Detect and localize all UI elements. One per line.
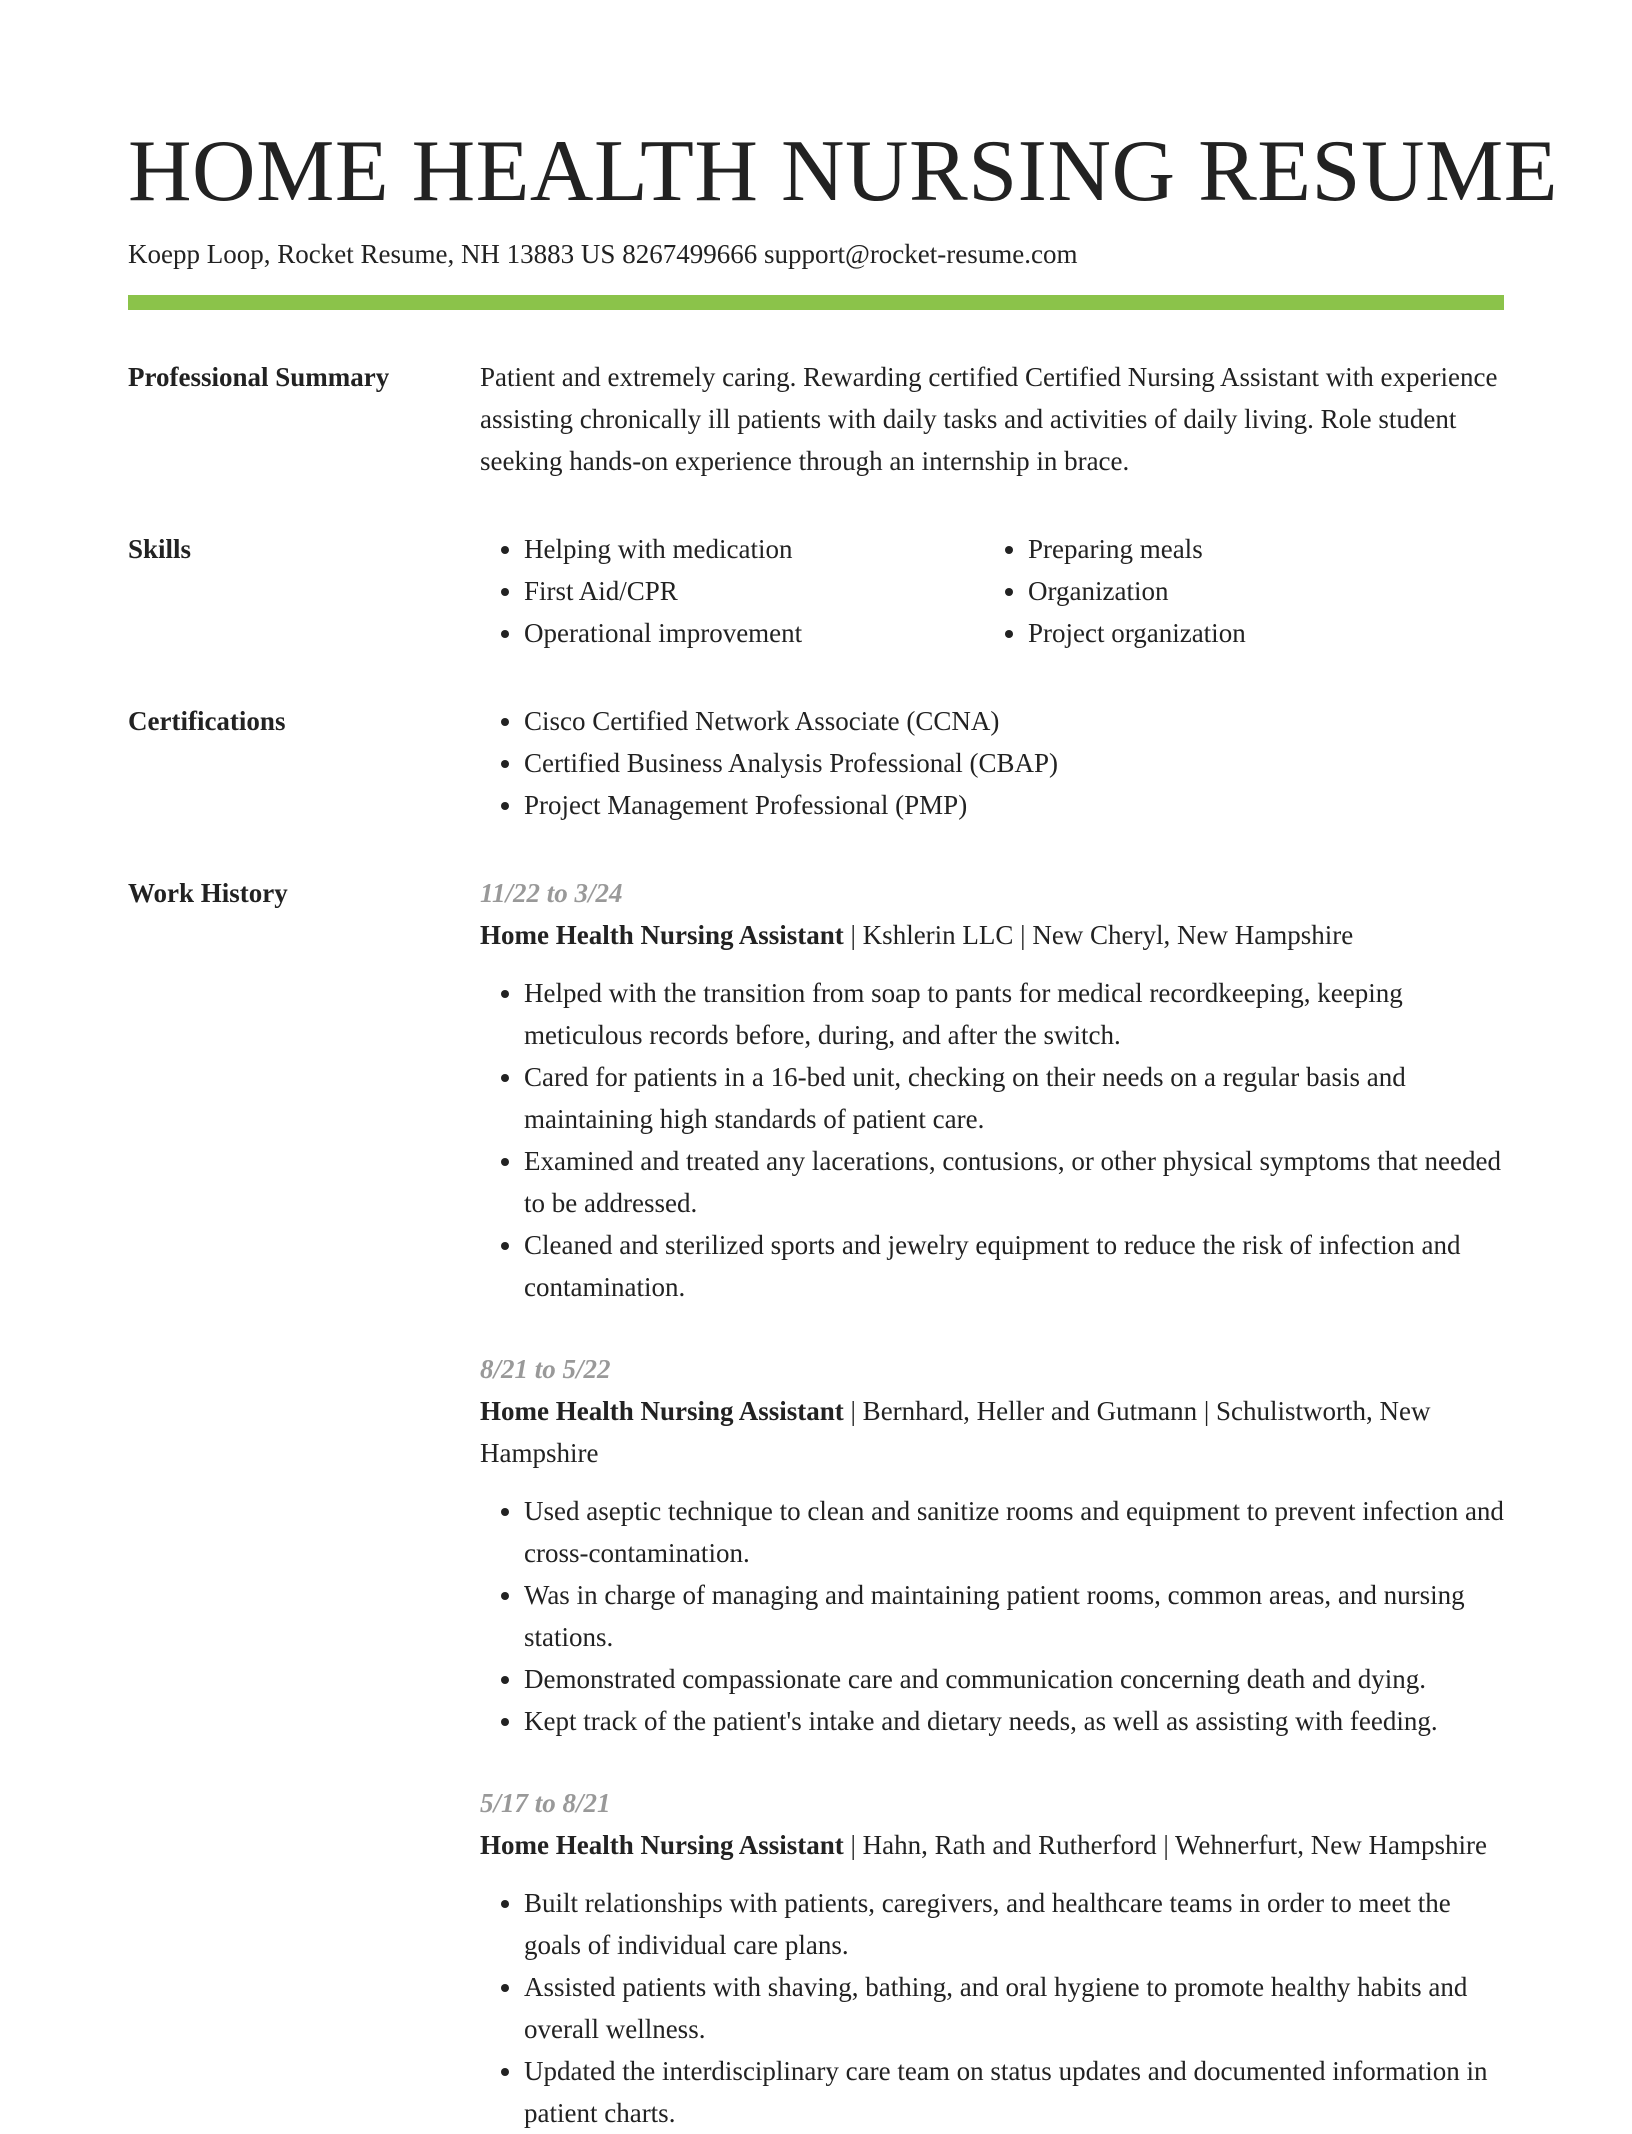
section-label: Work History	[128, 878, 288, 908]
job-bullet: • Updated the interdisciplinary care team on status updates and documented information in patient charts.	[524, 2050, 1504, 2134]
job-employer-location: | Kshlerin LLC | New Cheryl, New Hampshire	[843, 920, 1354, 950]
certification-item: • Project Management Professional (PMP)	[524, 784, 1504, 826]
job-dates: 8/21 to 5/22	[480, 1354, 611, 1384]
job-title: Home Health Nursing Assistant	[480, 920, 844, 950]
skill-item: • Project organization	[1028, 612, 1504, 654]
job-bullet: • Helped with the transition from soap to pants for medical recordkeeping, keeping meticulous records before, during, and after the switch.	[524, 972, 1504, 1056]
job-entry	[480, 872, 1504, 1308]
job-dates: 5/17 to 8/21	[480, 1788, 611, 1818]
certifications-list	[480, 700, 1504, 826]
job-bullets	[480, 972, 1504, 1308]
job-bullet: • Kept track of the patient's intake and dietary needs, as well as assisting with feeding.	[524, 1700, 1504, 1742]
job-bullet: • Used aseptic technique to clean and sanitize rooms and equipment to prevent infection and cross-contamination.	[524, 1490, 1504, 1574]
section-skills	[128, 528, 1504, 654]
job-bullet: • Demonstrated compassionate care and communication concerning death and dying.	[524, 1658, 1504, 1700]
job-entry	[480, 1348, 1504, 1742]
skill-item: • Operational improvement	[524, 612, 984, 654]
resume-page	[128, 0, 1559, 2134]
skill-item: • Helping with medication	[524, 528, 984, 570]
skill-item: • Organization	[1028, 570, 1504, 612]
job-entry	[480, 1782, 1504, 2134]
section-label: Certifications	[128, 706, 286, 736]
job-employer-location: | Hahn, Rath and Rutherford | Wehnerfurt, New Hampshire	[843, 1830, 1487, 1860]
job-heading	[480, 1390, 1504, 1474]
section-professional-summary	[128, 356, 1504, 482]
resume-title: HOME HEALTH NURSING RESUME	[128, 123, 1559, 220]
job-heading	[480, 914, 1504, 956]
contact-line: Koepp Loop, Rocket Resume, NH 13883 US 8267499666 support@rocket-resume.com	[128, 239, 1078, 269]
skills-list-right	[984, 528, 1504, 654]
skill-item: • Preparing meals	[1028, 528, 1504, 570]
job-title: Home Health Nursing Assistant	[480, 1396, 844, 1426]
job-bullet: • Cleaned and sterilized sports and jewelry equipment to reduce the risk of infection and contamination.	[524, 1224, 1504, 1308]
section-label: Professional Summary	[128, 362, 390, 392]
job-title: Home Health Nursing Assistant	[480, 1830, 844, 1860]
job-employer-location: | Bernhard, Heller and Gutmann | Schulistworth, New Hampshire	[480, 1396, 1431, 1468]
certification-item: • Cisco Certified Network Associate (CCNA)	[524, 700, 1504, 742]
section-label: Skills	[128, 534, 192, 564]
job-heading	[480, 1824, 1504, 1866]
section-work-history	[128, 872, 1504, 2134]
section-certifications	[128, 700, 1504, 826]
job-bullets	[480, 1490, 1504, 1742]
job-dates: 11/22 to 3/24	[480, 878, 623, 908]
job-bullet: • Examined and treated any lacerations, contusions, or other physical symptoms that needed to be addressed.	[524, 1140, 1504, 1224]
job-bullet: • Assisted patients with shaving, bathing, and oral hygiene to promote healthy habits and overall wellness.	[524, 1966, 1504, 2050]
job-bullets	[480, 1882, 1504, 2134]
skill-item: • First Aid/CPR	[524, 570, 984, 612]
job-bullet: • Was in charge of managing and maintaining patient rooms, common areas, and nursing stations.	[524, 1574, 1504, 1658]
summary-text: Patient and extremely caring. Rewarding certified Certified Nursing Assistant with experience assisting chronically ill patients with daily tasks and activities of daily living. Role student seeking hands-on experience through an internship in brace.	[480, 362, 1498, 476]
accent-divider	[128, 295, 1504, 310]
job-bullet: • Built relationships with patients, caregivers, and healthcare teams in order to meet the goals of individual care plans.	[524, 1882, 1504, 1966]
certification-item: • Certified Business Analysis Professional (CBAP)	[524, 742, 1504, 784]
job-bullet: • Cared for patients in a 16-bed unit, checking on their needs on a regular basis and maintaining high standards of patient care.	[524, 1056, 1504, 1140]
skills-list-left	[480, 528, 984, 654]
